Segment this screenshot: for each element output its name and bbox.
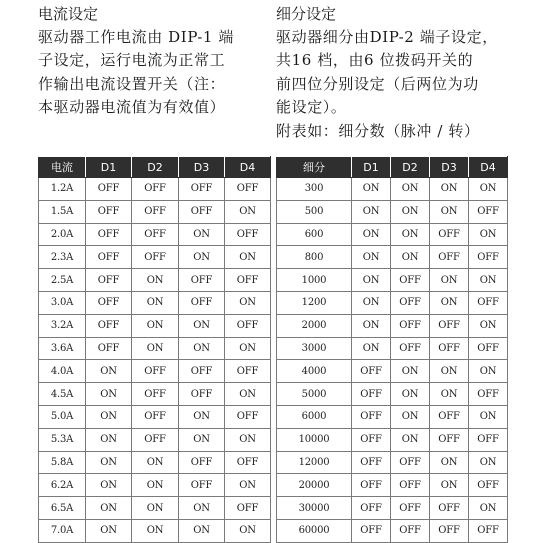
switch-state-cell: ON (225, 519, 271, 542)
header-current: 电流 (39, 157, 86, 178)
row-label-cell: 1.5A (39, 200, 86, 223)
table-row (277, 383, 508, 406)
switch-state-cell: OFF (469, 474, 508, 497)
header-microstep: 细分 (277, 157, 352, 178)
switch-state-cell: ON (391, 200, 430, 223)
switch-state-cell: ON (469, 360, 508, 383)
switch-state-cell: OFF (352, 519, 391, 542)
description-line: 驱动器工作电流由 DIP-1 端 (38, 28, 234, 46)
switch-state-cell: ON (391, 178, 430, 201)
switch-state-cell: OFF (132, 200, 179, 223)
switch-state-cell: OFF (86, 200, 132, 223)
switch-state-cell: ON (430, 451, 469, 474)
switch-state-cell: OFF (430, 314, 469, 337)
switch-state-cell: OFF (225, 451, 271, 474)
switch-state-cell: OFF (469, 519, 508, 542)
table-row (277, 223, 508, 246)
switch-state-cell: OFF (469, 291, 508, 314)
row-label-cell: 6000 (277, 405, 352, 428)
header-d2: D2 (391, 157, 430, 178)
switch-state-cell: OFF (391, 497, 430, 520)
switch-state-cell: ON (391, 428, 430, 451)
switch-state-cell: ON (225, 246, 271, 269)
table-row (39, 519, 271, 542)
switch-state-cell: ON (86, 451, 132, 474)
switch-state-cell: ON (391, 246, 430, 269)
row-label-cell: 12000 (277, 451, 352, 474)
row-label-cell: 2.3A (39, 246, 86, 269)
table-row (39, 269, 271, 292)
switch-state-cell: ON (352, 291, 391, 314)
row-label-cell: 1.2A (39, 178, 86, 201)
switch-state-cell: ON (179, 314, 225, 337)
table-row (277, 269, 508, 292)
switch-state-cell: ON (225, 200, 271, 223)
switch-state-cell: ON (132, 451, 179, 474)
table-row (39, 200, 271, 223)
switch-state-cell: OFF (391, 269, 430, 292)
row-label-cell: 20000 (277, 474, 352, 497)
switch-state-cell: OFF (430, 337, 469, 360)
row-label-cell: 2000 (277, 314, 352, 337)
switch-state-cell: OFF (391, 314, 430, 337)
row-label-cell: 1000 (277, 269, 352, 292)
description-line: 能设定）。 (276, 98, 347, 117)
row-label-cell: 4.0A (39, 360, 86, 383)
table-row (277, 497, 508, 520)
switch-state-cell: OFF (352, 497, 391, 520)
table-row (277, 200, 508, 223)
row-label-cell: 6.5A (39, 497, 86, 520)
switch-state-cell: OFF (352, 383, 391, 406)
row-label-cell: 3.2A (39, 314, 86, 337)
switch-state-cell: ON (86, 405, 132, 428)
switch-state-cell: OFF (430, 497, 469, 520)
table-row (39, 451, 271, 474)
table-row (39, 360, 271, 383)
table-row (39, 405, 271, 428)
row-label-cell: 600 (277, 223, 352, 246)
switch-state-cell: OFF (132, 223, 179, 246)
row-label-cell: 3.6A (39, 337, 86, 360)
switch-state-cell: ON (469, 451, 508, 474)
current-setting-section (38, 0, 278, 120)
switch-state-cell: OFF (352, 451, 391, 474)
table-row (277, 519, 508, 542)
description-line: 子设定，运行电流为正常工 (38, 51, 226, 70)
description-line: 驱动器细分由DIP-2 端子设定， (276, 28, 498, 46)
table-row (39, 314, 271, 337)
description-line: 共16 档，由6 位拨码开关的 (276, 51, 474, 70)
switch-state-cell: ON (225, 291, 271, 314)
header-d3: D3 (430, 157, 469, 178)
table-row (277, 246, 508, 269)
switch-state-cell: ON (430, 269, 469, 292)
switch-state-cell: OFF (430, 246, 469, 269)
switch-state-cell: ON (132, 269, 179, 292)
description-line: 本驱动器电流值为有效值） (38, 98, 226, 117)
switch-state-cell: OFF (179, 269, 225, 292)
table-row (39, 497, 271, 520)
switch-state-cell: ON (430, 291, 469, 314)
switch-state-cell: ON (86, 428, 132, 451)
row-label-cell: 5.0A (39, 405, 86, 428)
switch-state-cell: ON (469, 314, 508, 337)
row-label-cell: 500 (277, 200, 352, 223)
switch-state-cell: ON (225, 474, 271, 497)
row-label-cell: 3000 (277, 337, 352, 360)
switch-state-cell: OFF (469, 337, 508, 360)
table-row (39, 383, 271, 406)
row-label-cell: 2.0A (39, 223, 86, 246)
switch-state-cell: ON (225, 428, 271, 451)
switch-state-cell: OFF (179, 291, 225, 314)
switch-state-cell: ON (179, 223, 225, 246)
switch-state-cell: ON (225, 337, 271, 360)
switch-state-cell: ON (86, 497, 132, 520)
switch-state-cell: ON (179, 246, 225, 269)
switch-state-cell: OFF (469, 383, 508, 406)
switch-state-cell: ON (352, 314, 391, 337)
switch-state-cell: OFF (132, 383, 179, 406)
switch-state-cell: ON (86, 360, 132, 383)
switch-state-cell: OFF (430, 405, 469, 428)
table-row (39, 291, 271, 314)
switch-state-cell: ON (469, 497, 508, 520)
switch-state-cell: OFF (225, 360, 271, 383)
table-note: 附表如：细分数（脉冲 / 转） (276, 121, 480, 140)
header-d1: D1 (352, 157, 391, 178)
switch-state-cell: ON (86, 383, 132, 406)
row-label-cell: 5.8A (39, 451, 86, 474)
switch-state-cell: OFF (86, 178, 132, 201)
current-setting-heading: 电流设定 (38, 5, 99, 23)
switch-state-cell: OFF (225, 314, 271, 337)
switch-state-cell: ON (179, 428, 225, 451)
switch-state-cell: OFF (430, 519, 469, 542)
table-row (39, 178, 271, 201)
row-label-cell: 2.5A (39, 269, 86, 292)
description-line: 前四位分别设定（后两位为功 (276, 74, 479, 93)
table-row (39, 474, 271, 497)
switch-state-cell: ON (391, 405, 430, 428)
switch-state-cell: ON (430, 360, 469, 383)
switch-state-cell: OFF (179, 474, 225, 497)
switch-state-cell: ON (469, 269, 508, 292)
switch-state-cell: ON (430, 178, 469, 201)
row-label-cell: 3.0A (39, 291, 86, 314)
switch-state-cell: OFF (86, 314, 132, 337)
switch-state-cell: OFF (352, 360, 391, 383)
switch-state-cell: OFF (352, 405, 391, 428)
microstep-setting-description (276, 26, 553, 143)
switch-state-cell: OFF (179, 178, 225, 201)
switch-state-cell: OFF (179, 383, 225, 406)
row-label-cell: 4000 (277, 360, 352, 383)
row-label-cell: 7.0A (39, 519, 86, 542)
switch-state-cell: OFF (469, 428, 508, 451)
table-row (277, 337, 508, 360)
switch-state-cell: ON (469, 405, 508, 428)
switch-state-cell: OFF (132, 405, 179, 428)
header-d2: D2 (132, 157, 179, 178)
switch-state-cell: OFF (86, 269, 132, 292)
switch-state-cell: OFF (352, 428, 391, 451)
switch-state-cell: OFF (391, 474, 430, 497)
description-line: 作输出电流设置开关（注： (38, 74, 226, 93)
switch-state-cell: ON (179, 337, 225, 360)
switch-state-cell: OFF (391, 291, 430, 314)
table-row (277, 474, 508, 497)
switch-state-cell: OFF (179, 360, 225, 383)
switch-state-cell: OFF (132, 428, 179, 451)
switch-state-cell: OFF (86, 223, 132, 246)
switch-state-cell: OFF (179, 200, 225, 223)
switch-state-cell: OFF (430, 223, 469, 246)
table-row (277, 178, 508, 201)
switch-state-cell: ON (469, 178, 508, 201)
switch-state-cell: OFF (132, 246, 179, 269)
switch-state-cell: OFF (86, 246, 132, 269)
switch-state-cell: ON (132, 474, 179, 497)
table-header-row (277, 157, 508, 178)
switch-state-cell: OFF (391, 337, 430, 360)
table-row (277, 360, 508, 383)
switch-state-cell: ON (352, 246, 391, 269)
header-d4: D4 (469, 157, 508, 178)
switch-state-cell: ON (132, 314, 179, 337)
switch-state-cell: ON (179, 405, 225, 428)
switch-state-cell: ON (179, 519, 225, 542)
row-label-cell: 800 (277, 246, 352, 269)
switch-state-cell: ON (86, 474, 132, 497)
row-label-cell: 60000 (277, 519, 352, 542)
header-d4: D4 (225, 157, 271, 178)
switch-state-cell: ON (132, 497, 179, 520)
switch-state-cell: OFF (430, 428, 469, 451)
switch-state-cell: OFF (469, 246, 508, 269)
table-row (277, 291, 508, 314)
current-setting-description (38, 26, 278, 120)
switch-state-cell: OFF (469, 200, 508, 223)
switch-state-cell: OFF (86, 337, 132, 360)
row-label-cell: 30000 (277, 497, 352, 520)
current-dip-table (38, 156, 271, 543)
switch-state-cell: ON (132, 291, 179, 314)
switch-state-cell: OFF (132, 178, 179, 201)
switch-state-cell: ON (352, 200, 391, 223)
switch-state-cell: ON (352, 337, 391, 360)
switch-state-cell: OFF (132, 360, 179, 383)
table-row (277, 405, 508, 428)
table-row (39, 223, 271, 246)
table-row (277, 314, 508, 337)
switch-state-cell: ON (352, 178, 391, 201)
switch-state-cell: OFF (225, 178, 271, 201)
row-label-cell: 300 (277, 178, 352, 201)
row-label-cell: 5.3A (39, 428, 86, 451)
row-label-cell: 4.5A (39, 383, 86, 406)
table-row (277, 428, 508, 451)
switch-state-cell: ON (391, 383, 430, 406)
row-label-cell: 10000 (277, 428, 352, 451)
row-label-cell: 5000 (277, 383, 352, 406)
switch-state-cell: ON (391, 360, 430, 383)
switch-state-cell: OFF (225, 405, 271, 428)
switch-state-cell: OFF (391, 451, 430, 474)
row-label-cell: 1200 (277, 291, 352, 314)
row-label-cell: 6.2A (39, 474, 86, 497)
table-row (39, 337, 271, 360)
switch-state-cell: ON (430, 200, 469, 223)
table-row (39, 428, 271, 451)
header-d3: D3 (179, 157, 225, 178)
switch-state-cell: OFF (225, 223, 271, 246)
switch-state-cell: ON (225, 383, 271, 406)
microstep-dip-table (276, 156, 508, 543)
switch-state-cell: ON (132, 519, 179, 542)
switch-state-cell: OFF (225, 497, 271, 520)
switch-state-cell: ON (391, 223, 430, 246)
switch-state-cell: ON (86, 519, 132, 542)
switch-state-cell: ON (179, 497, 225, 520)
switch-state-cell: ON (352, 223, 391, 246)
table-row (277, 451, 508, 474)
switch-state-cell: OFF (352, 474, 391, 497)
switch-state-cell: OFF (225, 269, 271, 292)
table-row (39, 246, 271, 269)
switch-state-cell: ON (352, 269, 391, 292)
switch-state-cell: ON (430, 383, 469, 406)
table-header-row (39, 157, 271, 178)
switch-state-cell: OFF (179, 451, 225, 474)
switch-state-cell: ON (430, 474, 469, 497)
switch-state-cell: ON (469, 223, 508, 246)
header-d1: D1 (86, 157, 132, 178)
microstep-setting-heading: 细分设定 (276, 5, 337, 23)
switch-state-cell: OFF (391, 519, 430, 542)
switch-state-cell: OFF (86, 291, 132, 314)
switch-state-cell: ON (132, 337, 179, 360)
microstep-setting-section (276, 0, 553, 143)
